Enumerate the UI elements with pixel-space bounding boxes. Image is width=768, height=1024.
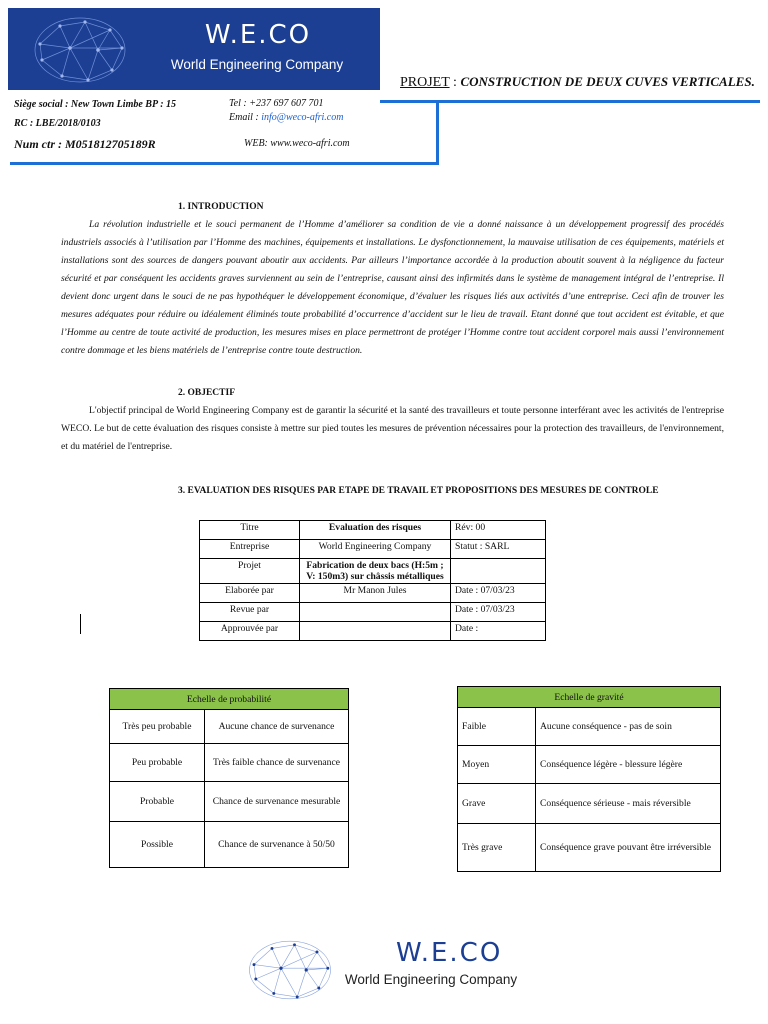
table-cell: Très peu probable (110, 710, 205, 744)
table-cell: Elaborée par (200, 584, 300, 603)
table-row (200, 584, 546, 603)
gravity-scale-title: Echelle de gravité (458, 687, 721, 708)
globe-network-icon (30, 14, 130, 86)
project-label: PROJET (400, 75, 450, 90)
table-row (200, 559, 546, 584)
table-cell: Chance de survenance à 50/50 (205, 822, 349, 868)
objectif-paragraph (61, 402, 724, 456)
intro-paragraph (61, 216, 724, 360)
gravity-scale-table (457, 686, 721, 872)
table-row (458, 746, 721, 784)
table-row (110, 822, 349, 868)
header-rule-bottom (10, 162, 439, 165)
table-row (110, 744, 349, 782)
table-cell: Grave (458, 784, 536, 824)
table-row (458, 708, 721, 746)
logo-banner (8, 8, 380, 90)
web-address[interactable]: WEB: www.weco-afri.com (244, 138, 350, 149)
email-line (229, 112, 343, 123)
probability-scale-table (109, 688, 349, 868)
intro-heading: 1. INTRODUCTION (178, 202, 264, 212)
table-cell: Moyen (458, 746, 536, 784)
table-row (200, 603, 546, 622)
num-ctr: Num ctr : M051812705189R (14, 137, 156, 151)
table-row (200, 540, 546, 559)
table-cell: Probable (110, 782, 205, 822)
table-cell: Faible (458, 708, 536, 746)
table-cell: Titre (200, 521, 300, 540)
table-row (110, 710, 349, 744)
table-cell: Mr Manon Jules (300, 584, 451, 603)
table-cell (300, 603, 451, 622)
table-cell: Revue par (200, 603, 300, 622)
table-row (200, 521, 546, 540)
email-link[interactable]: info@weco-afri.com (261, 112, 344, 123)
table-cell: Conséquence sérieuse - mais réversible (536, 784, 721, 824)
footer-logo-subtitle: World Engineering Company (344, 972, 518, 987)
table-header-row (458, 687, 721, 708)
table-cell: Aucune conséquence - pas de soin (536, 708, 721, 746)
header-rule-vertical (436, 100, 439, 165)
text-cursor (80, 614, 81, 634)
table-cell: Fabrication de deux bacs (H:5m ; V: 150m3) sur châssis métalliques (300, 559, 451, 584)
evaluation-heading: 3. EVALUATION DES RISQUES PAR ETAPE DE TRAVAIL ET PROPOSITIONS DES MESURES DE CONTROLE (178, 486, 659, 496)
globe-network-icon (245, 936, 335, 1004)
table-cell: Projet (200, 559, 300, 584)
table-cell: Aucune chance de survenance (205, 710, 349, 744)
table-cell (300, 622, 451, 641)
table-row (458, 824, 721, 872)
table-cell: Statut : SARL (451, 540, 546, 559)
project-value: CONSTRUCTION DE DEUX CUVES VERTICALES. (460, 74, 755, 89)
telephone: Tel : +237 697 607 701 (229, 98, 324, 109)
company-logo-name: W.E.CO (204, 20, 312, 50)
company-logo-subtitle: World Engineering Company (170, 57, 344, 72)
table-cell: World Engineering Company (300, 540, 451, 559)
table-cell: Date : 07/03/23 (451, 584, 546, 603)
table-cell: Possible (110, 822, 205, 868)
table-row (110, 782, 349, 822)
table-row (200, 622, 546, 641)
objectif-text: L'objectif principal de World Engineering Company est de garantir la sécurité et la santé des travailleurs et toute personne interférant avec les activités de l'entreprise WECO. Le but de cette évaluation des risques consiste à mettre sur pied toutes les mesures de prévention nécessaires pour la protection des travailleurs, de l'environnement, et du matériel de l'entreprise. (61, 405, 724, 452)
table-cell: Conséquence grave pouvant être irréversible (536, 824, 721, 872)
table-cell (451, 559, 546, 584)
table-cell: Entreprise (200, 540, 300, 559)
rc-number: RC : LBE/2018/0103 (14, 118, 101, 129)
table-row (458, 784, 721, 824)
table-cell: Très faible chance de survenance (205, 744, 349, 782)
table-cell: Très grave (458, 824, 536, 872)
table-cell: Rév: 00 (451, 521, 546, 540)
table-header-row (110, 689, 349, 710)
siege-social: Siège social : New Town Limbe BP : 15 (14, 99, 177, 110)
table-cell: Conséquence légère - blessure légère (536, 746, 721, 784)
probability-scale-title: Echelle de probabilité (110, 689, 349, 710)
email-label: Email : (229, 112, 262, 123)
table-cell: Date : (451, 622, 546, 641)
footer-logo-name: W.E.CO (396, 938, 503, 968)
table-cell: Peu probable (110, 744, 205, 782)
objectif-heading: 2. OBJECTIF (178, 388, 236, 398)
table-cell: Chance de survenance mesurable (205, 782, 349, 822)
document-info-table (199, 520, 546, 641)
table-cell: Evaluation des risques (300, 521, 451, 540)
project-title (400, 74, 755, 91)
table-cell: Approuvée par (200, 622, 300, 641)
table-cell: Date : 07/03/23 (451, 603, 546, 622)
project-separator: : (449, 75, 461, 90)
intro-text: La révolution industrielle et le souci permanent de l’Homme d’améliorer sa condition de vie a donné naissance à un développement progressif des procédés industriels associés à l’utilisation par l’Homme des machines, équipements et installations. Le dysfonctionnement, la mauvaise utilisation de ces équipements, matériels et installations sont des sources de dangers pouvant aboutir aux accidents. Par ailleurs l’importance accordée à la production aboutit souvent à la négligence du facteur sécurité et par conséquent les accidents graves surviennent au sein de l’entreprise, causant ainsi des infirmités dans le système de management intégral de l’entreprise. Il devient donc urgent dans le souci de ne pas hypothéquer le développement économique, d’évaluer les risques liés aux activités d’une entreprise. Ceci afin de trouver les mesures adéquates pour réduire ou idéalement éliminés toute probabilité d’occurrence d’accident sur le lieu de travail. Etant donné que tout accident est évitable, et que l’Homme au centre de toute activité de production, les mesures mises en place permettront de protéger l’Homme contre tout accident corporel mais aussi l’environnement contre dommage et les biens matériels de l’entreprise contre toute destruction. (61, 219, 724, 356)
